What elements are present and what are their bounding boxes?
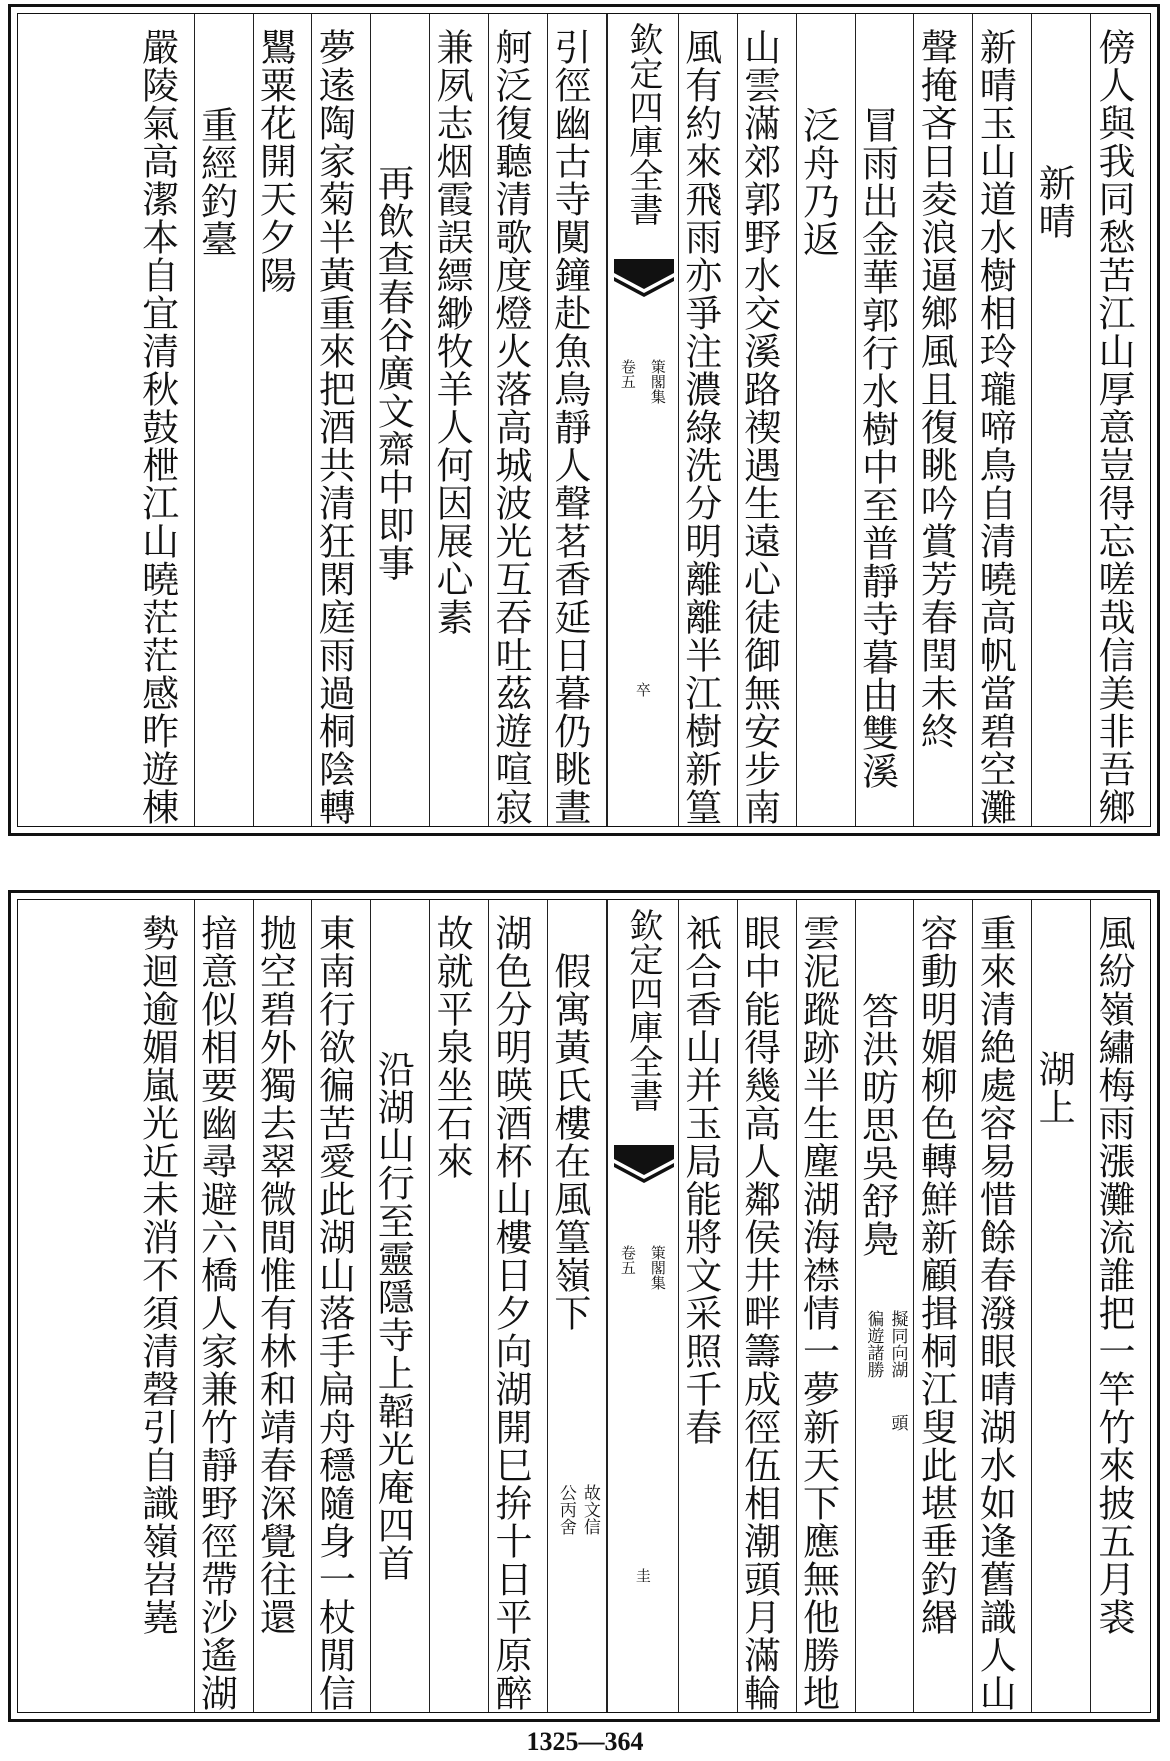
poem-title: 沿湖山行至靈隱寺上韜光庵四首: [371, 1050, 415, 1582]
text-column: [371, 900, 430, 1712]
juan-number: 卷五: [618, 359, 637, 389]
text-column: [489, 900, 548, 1712]
verse-line: 勢迴逾媚嵐光近未消不須清磬引自識嶺岧嶤: [135, 914, 179, 1636]
verse-line: 東南行欲徧苦愛此湖山落手扁舟穩隨身一杖閒信: [312, 914, 356, 1712]
verse-line: 衹合香山并玉局能將文采照千春: [678, 914, 722, 1446]
text-column: [254, 900, 313, 1712]
text-column: [1091, 900, 1150, 1712]
annotation: 故文信: [579, 1484, 600, 1535]
verse-line: 嚴陵氣高潔本自宜清秋鼓枻江山曉茫茫感昨遊棟: [135, 28, 179, 826]
verse-line: 傍人與我同愁苦江山厚意豈得忘嗟哉信美非吾鄉: [1092, 28, 1135, 826]
annotation: 頭: [887, 1414, 908, 1431]
text-column: [195, 14, 254, 826]
verse-line: 舸泛復聽清歌度燈火落高城波光互吞吐茲遊喧寂: [489, 28, 532, 826]
text-column: [914, 900, 973, 1712]
fold-column: [607, 900, 679, 1712]
poem-title: 重經釣臺: [194, 106, 238, 258]
verse-line: 雲泥蹤跡半生塵湖海襟情一夢新天下應無他勝地: [796, 914, 840, 1712]
verse-line: 兼夙志烟霞誤縹緲牧羊人何因展心素: [430, 28, 474, 636]
text-column: [489, 14, 548, 826]
verse-line: 風紛嶺繡梅雨漲灘流誰把一竿竹來披五月裘: [1092, 914, 1135, 1636]
top-page-columns: [18, 14, 1150, 826]
text-column: [312, 900, 371, 1712]
text-column: [797, 900, 856, 1712]
verse-line: 夢逺陶家菊半黃重來把酒共清狂閑庭雨過桐陰轉: [312, 28, 356, 826]
top-page: [8, 4, 1160, 836]
text-column: [136, 14, 195, 826]
verse-line: 引徑幽古寺闃鐘赴魚鳥靜人聲茗香延日暮仍眺晝: [547, 28, 591, 826]
collection-name: 䇿閣集: [648, 359, 667, 404]
library-title: 欽定四庫全書: [622, 908, 663, 1112]
verse-line: 聲掩吝日夌浪逼鄉風且復眺吟賞芳春閏未終: [914, 28, 958, 750]
bottom-page: [8, 890, 1160, 1722]
verse-line: 容動明媚柳色轉鮮新顧揖桐江叟此堪垂釣緡: [914, 914, 958, 1636]
collection-name: 䇿閣集: [648, 1245, 667, 1290]
page-number: 1325—364: [526, 1727, 644, 1756]
text-column: [548, 14, 607, 826]
bottom-page-columns: [18, 900, 1150, 1712]
verse-line: 眼中能得幾高人鄰侯井畔籌成徑伍相潮頭月滿輪: [737, 914, 781, 1712]
text-column: [738, 900, 797, 1712]
text-column: [679, 14, 738, 826]
fish-tail-ornament: [614, 259, 674, 317]
annotation: 擬同向湖: [887, 1310, 908, 1378]
verse-line: 風有約來飛雨亦爭注濃綠洗分明離離半江樹新篁: [678, 28, 722, 826]
annotation: 公丙舍: [555, 1484, 576, 1535]
poem-title: 新晴: [1032, 164, 1076, 240]
text-column: [195, 900, 254, 1712]
bottom-page-frame: [17, 899, 1151, 1713]
text-column: [548, 900, 607, 1712]
text-column: [1032, 900, 1091, 1712]
fish-tail-ornament: [614, 1145, 674, 1203]
folio-number: 圭: [633, 1568, 652, 1583]
text-column: [136, 900, 195, 1712]
verse-line: 故就平泉坐石來: [430, 914, 474, 1180]
poem-title: 冒雨出金華郭行水樹中至普靜寺暮由雙溪: [855, 106, 899, 790]
verse-line: 新晴玉山道水樹相玲瓏啼鳥自清曉高帆當碧空灘: [973, 28, 1017, 826]
fold-column: [607, 14, 679, 826]
text-column: [1032, 14, 1091, 826]
text-column: [254, 14, 313, 826]
text-column: [914, 14, 973, 826]
text-column: [1091, 14, 1150, 826]
verse-line: 揞意似相要幽尋避六橋人家兼竹靜野徑帶沙遙湖: [194, 914, 238, 1712]
folio-number: 卒: [633, 682, 652, 697]
text-column: [973, 900, 1032, 1712]
poem-title: 再飲查春谷廣文齋中即事: [371, 164, 415, 582]
text-column: [973, 14, 1032, 826]
text-column: [738, 14, 797, 826]
text-column: [856, 14, 915, 826]
top-page-frame: [17, 13, 1151, 827]
verse-line: 抛空碧外獨去翠微間惟有林和靖春深覺往還: [253, 914, 297, 1636]
poem-title: 答洪昉思吳舒鳧: [855, 992, 899, 1258]
text-column: [430, 900, 489, 1712]
poem-title: 湖上: [1032, 1050, 1076, 1126]
text-column: [679, 900, 738, 1712]
juan-number: 卷五: [618, 1245, 637, 1275]
text-column: [312, 14, 371, 826]
verse-line: 山雲滿郊郭野水交溪路禊遇生遠心徒御無安步南: [737, 28, 781, 826]
annotation: 徧遊諸勝: [863, 1310, 884, 1378]
verse-line: 湖色分明暎酒杯山樓日夕向湖開巳拚十日平原醉: [489, 914, 532, 1712]
text-column: [856, 900, 915, 1712]
poem-title: 泛舟乃返: [796, 106, 840, 258]
text-column: [371, 14, 430, 826]
text-column: [430, 14, 489, 826]
poem-title: 假寓黃氏樓在風篁嶺下: [547, 952, 591, 1332]
text-column: [797, 14, 856, 826]
library-title: 欽定四庫全書: [622, 22, 663, 226]
verse-line: 重來清絶處容易惜餘春潑眼晴湖水如逢舊識人山: [973, 914, 1017, 1712]
verse-line: 鸎粟花開天夕陽: [253, 28, 297, 294]
